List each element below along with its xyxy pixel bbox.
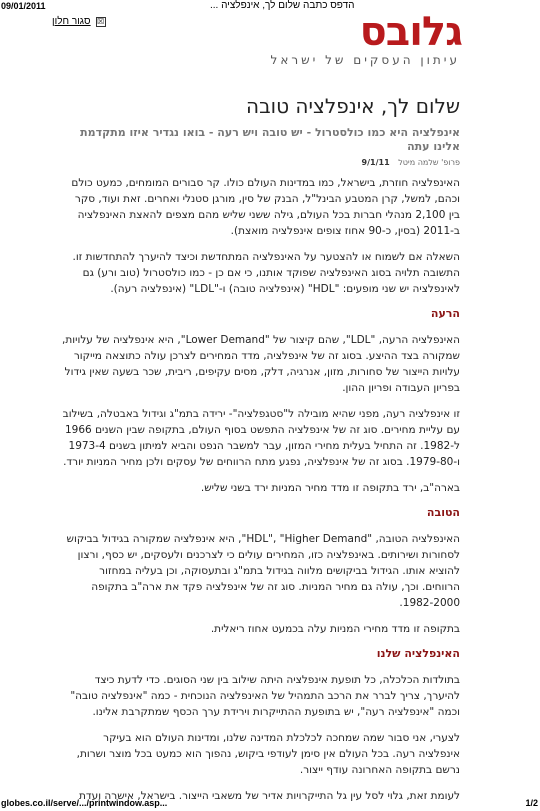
ours-paragraph: בתולדות הכלכלה, כל תופעת אינפלציה היתה שילוב בין שני הסוגים. כדי לדעת כיצד להיערך, צריך לברר את הרכב התמהיל של האינפלציה הנוכחית - כמה "אינפלציה טובה" וכמה "אינפלציה רעה", יש בתופעת ההתייקרות וירידת ערך הכסף שמתקרבת אלינו.	[70, 674, 460, 718]
ours-paragraph: לעומת זאת, גלוי לסל עין גל התייקרויות אדיר של משאבי הייצור. בישראל, אישרה ועדת	[79, 790, 460, 802]
article-body	[62, 94, 460, 811]
section-heading-ours: האינפלציה שלנו	[376, 647, 460, 660]
ours-paragraph: לצערי, אני סבור שמה שמחכה לכלכלת המדינה שלנו, ומדינות העולם הוא בעיקר אינפלציה רעה. בכל העולם אין סימן לעודפי ביקוש, נהפוך הוא כמעט בכל מוצר ושרות, נרשם בתקופה האחרונה עודף ייצור.	[76, 732, 460, 776]
globes-logo: גלובס	[359, 9, 462, 55]
article-headline: שלום לך, אינפלציה טובה	[246, 94, 460, 118]
section-heading-bad: הרעה	[430, 307, 460, 320]
close-window-link[interactable]: סגור חלון	[52, 16, 91, 27]
bad-paragraph: זו אינפלציה רעה, מפני שהיא מובילה ל"סטגפלציה"- ירידה בתמ"ג וגידול באבטלה, בשילוב עם עליית מחירים. סוג זה של אינפלציה התפשט בסוף העולם, בתקופה שבין השנים 1966 ל-1982. זה התחיל בעלית מחירי המזון, עבר למשבר הנפט והביא למיתון בשנים 1973-4 ו-1979-80. בסוג זה של אינפלציה, נפגע מתח הרווחים של עסקים ולכן מחיר המניות יורד.	[62, 408, 460, 468]
bad-paragraph: בארה"ב, ירד בתקופה זו מדד מחיר המניות ירד בשני שליש.	[200, 482, 460, 494]
close-box-icon[interactable]: ☒	[97, 16, 105, 26]
section-heading-good: הטובה	[426, 506, 460, 519]
bad-paragraph: האינפלציה הרעה, "LDL", שהם קיצור של "Lower Demand", היא אינפלציה של עלויות, שמקורה בצד ההיצע. בסוג זה של אינפלציה, מדד המחירים לצרכן עולה כתוצאה מייקור עלויות הייצור של סחורות, מזון, אנרגיה, דלק, מסים עקיפים, ריבית, שכר בשעה שאין גידול בפריון העבודה ופריון ההון.	[62, 334, 460, 394]
close-window-control[interactable]	[52, 16, 106, 27]
intro-paragraph: האינפלציה חוזרת, בישראל, כמו במדינות העולם כולו. קר סבורים המומחים, כמעט כולם וכהם, למשל, קרן המטבע הבינל"ל, הבנק של סין, מורגן סטנלי ואחרים. זאת ועוד, סקר בין 2,100 מנהלי חברות בכל העולם, גילה ששני שליש מהם מצפים להאצת האינפלציה ב-2011 (בסין, כ-90 אחוז צופים אינפלציה מואצת).	[71, 177, 460, 237]
print-page-number: 1/2	[525, 798, 538, 808]
print-date: 09/01/2011	[1, 1, 46, 11]
print-page-title: הדפס כתבה שלום לך, אינפלציה ...	[210, 0, 355, 11]
intro-paragraph: השאלה אם לשמוח או להצטער על האינפלציה המתחדשת וכיצד להיערך להתחדשות זו. התשובה תלויה בסוג האינפלציה שפוקד אותנו, כי אם כן - כמו כולסטרול (טוב ורע) גם לאינפלציה יש שני מופעים: "HDL" (אינפלציה טובה) ו-"LDL" (אינפלציה רעה).	[72, 251, 460, 295]
good-paragraph: האינפלציה הטובה, "HDL", "Higher Demand", היא אינפלציה שמקורה בגידול בביקוש לסחורות ושירותים. באינפלציה כזו, המחירים עולים כי לצרכנים ולעסקים, יש כסף, ורצון להוציא אותו. הגידול בביקושים מלווה בגידול בתמ"ג ובתעסוקה, וכן בעליה במחזור הרווחים. וכך, עולה גם מחיר המניות. סוג זה של אינפלציה פקד את ארה"ב בתקופה 1982-2000.	[66, 533, 460, 609]
good-paragraph: בתקופה זו מדד מחירי המניות עלה בכמעט אחוז ריאלית.	[210, 623, 460, 635]
byline-author: פרופ' שלמה מיטל	[398, 158, 460, 167]
byline-date: 9/1/11	[361, 158, 390, 167]
print-footer	[0, 797, 540, 811]
article-byline	[62, 158, 460, 167]
article-subtitle: אינפלציה היא כמו כולסטרול - יש טובה ויש רעה - בואו נגדיר איזו מתקדמת אלינו עתה	[80, 126, 460, 153]
print-url: globes.co.il/serve/.../printwindow.asp...	[1, 798, 168, 808]
logo-tagline: עיתון העסקים של ישראל	[270, 53, 460, 67]
